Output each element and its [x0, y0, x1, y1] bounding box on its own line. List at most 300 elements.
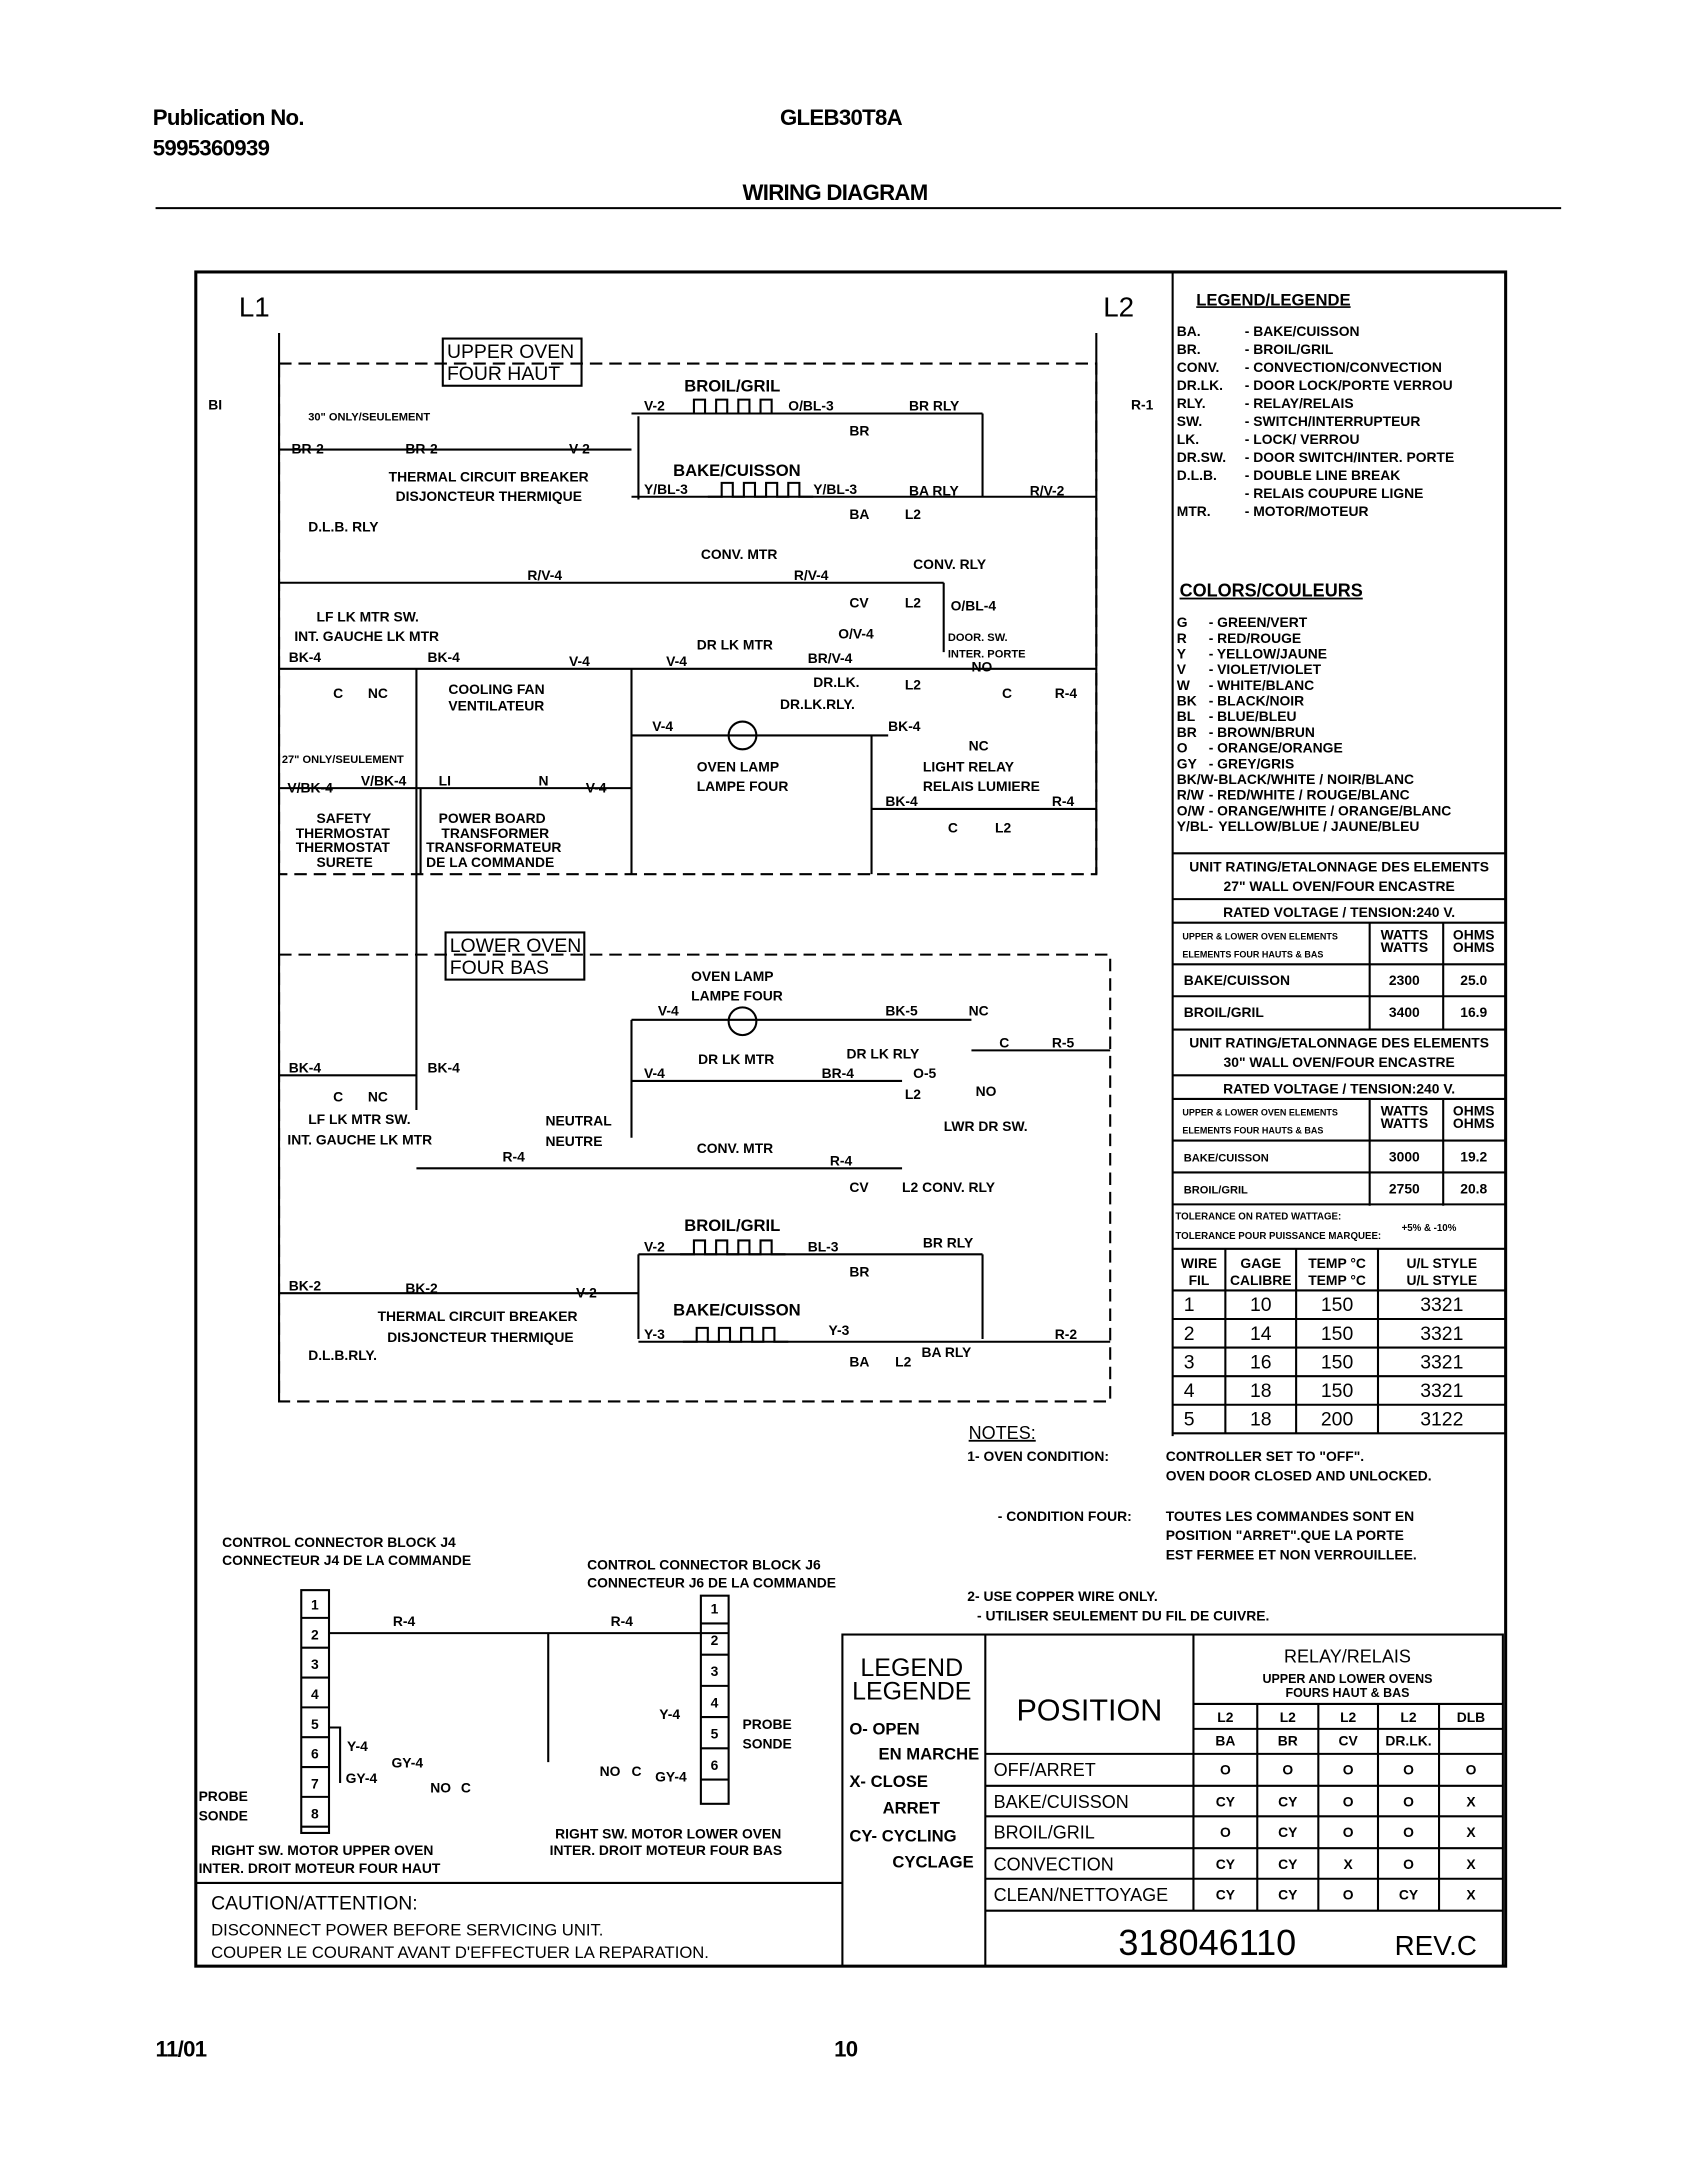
r1-label: R-1	[1131, 396, 1154, 413]
power-board-label-fr: DE LA COMMANDE	[426, 854, 555, 871]
oven-lamp-label: OVEN LAMP	[696, 758, 780, 775]
wire-label: R-4	[1051, 793, 1075, 810]
relay-legend-item: X- CLOSE	[849, 1772, 928, 1792]
l1-label: L1	[238, 291, 270, 323]
wire-table-cell: 3	[1183, 1351, 1195, 1374]
wire-table-cell: 3321	[1420, 1322, 1464, 1345]
wire-table-header: U/L STYLE	[1406, 1255, 1478, 1272]
thermal-breaker-label: THERMAL CIRCUIT BREAKER	[388, 468, 589, 485]
model-number: GLEB30T8A	[779, 104, 902, 130]
ohms-header-fr: OHMS	[1452, 938, 1495, 955]
wire-table-cell: 10	[1249, 1294, 1272, 1317]
lower-door-switch-label: LWR DR SW.	[943, 1117, 1028, 1134]
contact-no: NO	[599, 1763, 621, 1780]
relay-legend-item: ARRET	[882, 1798, 940, 1818]
elements-header: UPPER & LOWER OVEN ELEMENTS	[1182, 931, 1338, 942]
relay-column-sub: BA	[1215, 1732, 1236, 1749]
relay-state: CY	[1215, 1886, 1235, 1903]
j4-pin: 4	[310, 1686, 319, 1703]
j4-pin: 5	[310, 1715, 319, 1732]
relay-column-header: L2	[1279, 1708, 1296, 1725]
wire-label: Y-3	[643, 1325, 665, 1342]
legend-title: LEGEND	[860, 1654, 964, 1683]
conv-motor-label: CONV. MTR	[696, 1140, 774, 1157]
wire-label: Y-3	[828, 1321, 850, 1338]
color-code: V	[1176, 661, 1187, 678]
note-text: OVEN DOOR CLOSED AND UNLOCKED.	[1165, 1467, 1432, 1484]
right-switch-lower-label-fr: INTER. DROIT MOTEUR FOUR BAS	[549, 1842, 783, 1859]
wire-label: GY-4	[655, 1768, 687, 1785]
door-lock-motor-label: DR LK MTR	[698, 1051, 775, 1068]
wire-label: R-2	[1054, 1325, 1078, 1342]
color-name: - GREEN/VERT	[1208, 614, 1308, 631]
wire-label: GY-4	[391, 1754, 424, 1771]
color-name: BLACK/WHITE / NOIR/BLANC	[1218, 770, 1414, 787]
relay-column-sub: BR	[1277, 1732, 1298, 1749]
bake-element	[708, 483, 813, 497]
element-watts: 3000	[1388, 1148, 1420, 1165]
caution-title: CAUTION/ATTENTION:	[211, 1892, 418, 1915]
rated-voltage: RATED VOLTAGE / TENSION:240 V.	[1223, 1080, 1456, 1097]
revision: REV.C	[1394, 1930, 1477, 1962]
probe-label: PROBE	[742, 1715, 792, 1732]
j4-pin: 3	[310, 1656, 319, 1673]
contact-no: NO	[975, 1083, 997, 1100]
legend-meaning: - CONVECTION/CONVECTION	[1244, 358, 1442, 375]
legend-meaning: - DOOR LOCK/PORTE VERROU	[1244, 376, 1453, 393]
relay-column-header: L2	[1400, 1708, 1417, 1725]
legend-abbr: MTR.	[1176, 503, 1211, 520]
color-name: - RED/WHITE / ROUGE/BLANC	[1208, 786, 1410, 803]
wire-label: V-2	[643, 1238, 665, 1255]
color-code: W	[1176, 676, 1190, 693]
upper-oven-label: UPPER OVEN	[446, 340, 575, 363]
color-code: BK	[1176, 692, 1197, 709]
wire-table-cell: 2	[1183, 1322, 1195, 1345]
relay-legend-item: EN MARCHE	[878, 1744, 980, 1764]
wire-label: R/V-4	[793, 566, 829, 583]
rating-title: UNIT RATING/ETALONNAGE DES ELEMENTS	[1189, 858, 1490, 875]
wire-table-header: WIRE	[1180, 1255, 1218, 1272]
cooling-fan-label-fr: VENTILATEUR	[448, 697, 545, 714]
color-code: O	[1176, 739, 1188, 756]
lower-oven-label: LOWER OVEN	[449, 934, 582, 957]
relay-state: O	[1403, 1793, 1414, 1810]
l2-small: L2	[904, 505, 922, 522]
bake-element-label: BAKE/CUISSON	[673, 1300, 801, 1320]
wire-table-cell: 150	[1320, 1379, 1354, 1402]
wire-table-cell: 16	[1249, 1351, 1272, 1374]
wire-table-cell: 18	[1249, 1379, 1272, 1402]
rated-voltage: RATED VOLTAGE / TENSION:240 V.	[1223, 904, 1456, 921]
relay-subtitle-fr: FOURS HAUT & BAS	[1285, 1685, 1410, 1700]
legend-title-fr: LEGENDE	[852, 1677, 972, 1706]
light-relay-label: LIGHT RELAY	[922, 758, 1015, 775]
relay-state: CY	[1278, 1793, 1298, 1810]
note-text: CONTROLLER SET TO "OFF".	[1165, 1448, 1365, 1465]
elements-header-fr: ELEMENTS FOUR HAUTS & BAS	[1182, 1125, 1324, 1136]
legend-meaning: - RELAIS COUPURE LIGNE	[1244, 485, 1424, 502]
wire-label: V-4	[569, 653, 590, 670]
wire-table-cell: 150	[1320, 1322, 1354, 1345]
relay-state: O	[1403, 1856, 1414, 1873]
relay-state: CY	[1215, 1856, 1235, 1873]
note-label: - UTILISER SEULEMENT DU FIL DE CUIVRE.	[976, 1607, 1270, 1624]
caution-box	[196, 1883, 843, 1962]
colors-title: COLORS/COULEURS	[1179, 580, 1363, 601]
contact-c: C	[333, 684, 344, 701]
unit-rating-tables	[1173, 853, 1506, 1205]
wire-label: BL-3	[807, 1238, 839, 1255]
oven-lamp-label-fr: LAMPE FOUR	[691, 987, 783, 1004]
rating-subtitle: 30" WALL OVEN/FOUR ENCASTRE	[1223, 1054, 1455, 1071]
probe-label-fr: SONDE	[198, 1807, 248, 1824]
notes-title: NOTES:	[968, 1422, 1036, 1443]
safety-thermostat-label: SAFETY	[316, 809, 372, 826]
power-board-label-fr: TRANSFORMATEUR	[426, 838, 562, 855]
probe-label-fr: SONDE	[742, 1735, 792, 1752]
wire-label: V-4	[666, 653, 687, 670]
oven-lamp-label: OVEN LAMP	[691, 967, 774, 984]
j6-pin: 5	[710, 1725, 719, 1742]
wire-label: Y-4	[347, 1738, 368, 1755]
color-code: BL	[1176, 708, 1196, 725]
wire-table-header-fr: TEMP °C	[1308, 1271, 1366, 1288]
broil-element	[680, 1240, 785, 1254]
element-ohms: 25.0	[1460, 972, 1488, 989]
relay-position: BAKE/CUISSON	[993, 1791, 1129, 1812]
wire-label: BK-4	[888, 718, 921, 735]
wire-label: R/V-4	[527, 566, 563, 583]
relay-state: X	[1466, 1793, 1476, 1810]
page-number: 10	[834, 2036, 858, 2062]
broil-element-label: BROIL/GRIL	[684, 1215, 781, 1235]
safety-thermostat-label-fr: SURETE	[316, 854, 373, 871]
relay-state: O	[1219, 1761, 1231, 1778]
relay-column-header: L2	[1340, 1708, 1357, 1725]
j4-pin: 6	[310, 1745, 319, 1762]
wire-table-cell: 14	[1249, 1322, 1272, 1345]
wire-label: BK-4	[288, 648, 322, 665]
j6-label: CONTROL CONNECTOR BLOCK J6	[587, 1556, 821, 1573]
contact-c: C	[947, 819, 958, 836]
publication-number: 5995360939	[152, 135, 270, 161]
element-name: BAKE/CUISSON	[1183, 972, 1291, 989]
color-name: - GREY/GRIS	[1208, 755, 1295, 772]
wire-label: BK-4	[885, 793, 918, 810]
color-code: R	[1176, 629, 1187, 646]
oven-lamp-icon	[729, 1007, 757, 1035]
relay-position: CLEAN/NETTOYAGE	[993, 1884, 1169, 1905]
relay-legend-item: CYCLAGE	[892, 1852, 974, 1872]
wire-label: BR-4	[821, 1065, 854, 1082]
contact-nc: NC	[367, 1088, 388, 1105]
wire-label: BK-4	[427, 648, 460, 665]
j6-pin: 6	[710, 1756, 719, 1773]
color-code: Y/BL-	[1176, 818, 1213, 835]
wire-label: BK-5	[885, 1002, 918, 1019]
wire-table	[1173, 1249, 1506, 1434]
br-label: BR	[849, 422, 870, 439]
wire-label: R-4	[1054, 684, 1078, 701]
watts-header: WATTS	[1380, 926, 1429, 943]
relay-column-header: DLB	[1456, 1708, 1486, 1725]
relay-state: X	[1466, 1886, 1476, 1903]
wire-label: R-4	[829, 1152, 853, 1169]
relay-state: O	[1282, 1761, 1294, 1778]
ohms-header: OHMS	[1452, 926, 1495, 943]
relay-position: CONVECTION	[993, 1854, 1114, 1875]
legend-abbr: BR.	[1176, 340, 1201, 357]
legend-abbr: LK.	[1176, 431, 1200, 448]
relay-column-header: L2	[1217, 1708, 1234, 1725]
broil-element-label: BROIL/GRIL	[684, 376, 781, 396]
wire-table-cell: 200	[1320, 1408, 1354, 1431]
note-label: - CONDITION FOUR:	[997, 1507, 1132, 1524]
legend-abbr: D.L.B.	[1176, 467, 1217, 484]
color-code: BR	[1176, 723, 1197, 740]
wire-label: V-4	[657, 1002, 679, 1019]
legend-meaning: - DOOR SWITCH/INTER. PORTE	[1244, 449, 1455, 466]
safety-thermostat-label-fr: THERMOSTAT	[295, 838, 390, 855]
color-name: - BROWN/BRUN	[1208, 723, 1315, 740]
legend-meaning: - MOTOR/MOTEUR	[1244, 503, 1369, 520]
part-number: 318046110	[1118, 1922, 1297, 1964]
relay-state: CY	[1278, 1824, 1298, 1841]
cooling-fan-label: COOLING FAN	[448, 680, 545, 697]
safety-thermostat-label: THERMOSTAT	[295, 825, 390, 842]
j4-pin: 2	[310, 1626, 319, 1643]
lf-lock-motor-switch-label-fr: INT. GAUCHE LK MTR	[294, 628, 440, 645]
j6-label-fr: CONNECTEUR J6 DE LA COMMANDE	[587, 1574, 837, 1591]
only30-note: 30" ONLY/SEULEMENT	[308, 411, 431, 424]
relay-state: CY	[1278, 1856, 1298, 1873]
upper-oven-label-fr: FOUR HAUT	[446, 363, 561, 386]
wire-label: V-2	[643, 397, 665, 414]
wire-label: O/V-4	[838, 625, 874, 642]
neutral-label-fr: NEUTRE	[545, 1133, 603, 1150]
li-label: LI	[438, 772, 451, 789]
wire-label: R-4	[502, 1148, 525, 1165]
legend-abbr: BA.	[1176, 322, 1201, 339]
j4-label: CONTROL CONNECTOR BLOCK J4	[222, 1534, 456, 1551]
door-lock-relay-label: DR LK RLY	[846, 1045, 920, 1062]
wire-table-cell: 3122	[1420, 1408, 1464, 1431]
broil-relay-label: BR RLY	[922, 1234, 974, 1251]
j4-label-fr: CONNECTEUR J4 DE LA COMMANDE	[222, 1552, 472, 1569]
wire-table-header-fr: CALIBRE	[1229, 1271, 1292, 1288]
l2-small: L2	[995, 819, 1012, 836]
color-name: - ORANGE/WHITE / ORANGE/BLANC	[1208, 802, 1452, 819]
schematic	[208, 291, 1153, 1401]
j4-pin: 8	[310, 1805, 319, 1822]
watts-header: WATTS	[1380, 1102, 1429, 1119]
color-code: GY	[1176, 755, 1197, 772]
wire-table-header: TEMP °C	[1308, 1255, 1366, 1272]
relay-state: CY	[1278, 1886, 1298, 1903]
relay-position: BROIL/GRIL	[993, 1822, 1095, 1843]
color-name: - RED/ROUGE	[1208, 629, 1302, 646]
door-lock-motor-label: DR LK MTR	[696, 636, 773, 653]
color-code: O/W	[1176, 802, 1205, 819]
contact-c: C	[460, 1779, 471, 1796]
wire-table-header-fr: U/L STYLE	[1406, 1271, 1478, 1288]
wire-label: BK-2	[288, 1277, 322, 1294]
color-code: G	[1176, 614, 1188, 631]
legend-abbr: SW.	[1176, 412, 1203, 429]
wire-label: V/BK-4	[360, 772, 407, 789]
color-name: YELLOW/BLUE / JAUNE/BLEU	[1218, 818, 1420, 835]
wire-table-cell: 150	[1320, 1351, 1354, 1374]
l2-label: L2	[1103, 291, 1135, 323]
relay-position-table	[842, 1635, 1502, 1967]
wire-label: R/V-2	[1029, 482, 1065, 499]
legend-abbr: DR.SW.	[1176, 449, 1227, 466]
neutral-label: NEUTRAL	[545, 1112, 612, 1129]
color-name: - VIOLET/VIOLET	[1208, 661, 1322, 678]
wire-table-cell: 3321	[1420, 1351, 1464, 1374]
right-switch-upper-label: RIGHT SW. MOTOR UPPER OVEN	[211, 1842, 434, 1859]
wire-table-cell: 3321	[1420, 1379, 1464, 1402]
conv-relay-label: CONV. RLY	[913, 555, 987, 572]
footer-date: 11/01	[155, 2036, 207, 2062]
light-relay-label-fr: RELAIS LUMIERE	[922, 777, 1040, 794]
contact-c: C	[333, 1088, 344, 1105]
relay-state: O	[1403, 1824, 1414, 1841]
conv-relay-label: L2 CONV. RLY	[902, 1178, 996, 1195]
br-label: BR	[849, 1263, 870, 1280]
legend-meaning: - BROIL/GRIL	[1244, 340, 1334, 357]
legend-abbr: RLY.	[1176, 394, 1206, 411]
legend-abbr: CONV.	[1176, 358, 1220, 375]
relay-subtitle: UPPER AND LOWER OVENS	[1262, 1672, 1433, 1687]
rating-title: UNIT RATING/ETALONNAGE DES ELEMENTS	[1189, 1034, 1490, 1051]
broil-element	[680, 400, 785, 414]
contact-c: C	[631, 1763, 642, 1780]
wire-label: O/BL-4	[950, 597, 997, 614]
position-header: POSITION	[1016, 1693, 1163, 1728]
wire-label: V-4	[652, 718, 674, 735]
lf-lock-motor-switch-label: LF LK MTR SW.	[308, 1110, 411, 1127]
legend-meaning: - SWITCH/INTERRUPTEUR	[1244, 412, 1421, 429]
wire-label: V-2	[575, 1284, 597, 1301]
right-switch-upper-label-fr: INTER. DROIT MOTEUR FOUR HAUT	[198, 1860, 441, 1877]
color-name: - BLACK/NOIR	[1208, 692, 1305, 709]
contact-nc: NC	[968, 737, 989, 754]
caution-line: DISCONNECT POWER BEFORE SERVICING UNIT.	[211, 1920, 604, 1940]
legend-meaning: - DOUBLE LINE BREAK	[1244, 467, 1401, 484]
contact-c: C	[1001, 684, 1012, 701]
legend-meaning: - RELAY/RELAIS	[1244, 394, 1354, 411]
ohms-header: OHMS	[1452, 1102, 1495, 1119]
door-lock-relay-label: DR.LK.RLY.	[779, 696, 855, 713]
note-text: TOUTES LES COMMANDES SONT EN	[1165, 1507, 1415, 1524]
element-ohms: 16.9	[1460, 1004, 1488, 1021]
dlb-relay-label: D.L.B. RLY	[308, 518, 379, 535]
wire-label: GY-4	[345, 1769, 378, 1786]
legend-abbr: DR.LK.	[1176, 376, 1224, 393]
wire-label: R-4	[610, 1613, 634, 1630]
relay-column-sub: DR.LK.	[1385, 1732, 1432, 1749]
color-name: - BLUE/BLEU	[1208, 708, 1297, 725]
lf-lock-motor-switch-label: LF LK MTR SW.	[316, 608, 419, 625]
thermal-breaker-label-fr: DISJONCTEUR THERMIQUE	[395, 487, 582, 504]
wire-label: BR-2	[405, 440, 438, 457]
tolerance-value: +5% & -10%	[1401, 1222, 1457, 1234]
contact-no: NO	[971, 658, 993, 675]
relay-state: O	[1342, 1793, 1354, 1810]
watts-header-fr: WATTS	[1380, 938, 1429, 955]
notes	[967, 1423, 1431, 1624]
relay-state: O	[1403, 1761, 1414, 1778]
page-title: WIRING DIAGRAM	[742, 179, 928, 205]
legend-panel	[1177, 290, 1454, 834]
bake-relay-label: BA RLY	[921, 1344, 972, 1361]
elements-header: UPPER & LOWER OVEN ELEMENTS	[1182, 1107, 1338, 1118]
relay-legend-item: O- OPEN	[849, 1719, 920, 1739]
conv-motor-label: CONV. MTR	[700, 546, 778, 563]
door-lock-label: DR.LK.	[813, 673, 860, 690]
wire-label: Y/BL-3	[813, 480, 858, 497]
dlb-relay-label: D.L.B.RLY.	[308, 1346, 377, 1363]
relay-state: CY	[1398, 1886, 1419, 1903]
elements-header-fr: ELEMENTS FOUR HAUTS & BAS	[1182, 949, 1324, 960]
element-ohms: 19.2	[1460, 1148, 1488, 1165]
color-code: BK/W-	[1176, 770, 1219, 787]
contact-nc: NC	[968, 1002, 989, 1019]
bake-element	[683, 1328, 788, 1342]
j6-pin: 1	[710, 1600, 719, 1617]
note-text: POSITION "ARRET".QUE LA PORTE	[1165, 1527, 1404, 1544]
power-board-label: POWER BOARD	[438, 809, 546, 826]
wire-label: V-2	[569, 440, 590, 457]
bi-label: BI	[208, 396, 223, 413]
wire-label: V-4	[643, 1065, 665, 1082]
thermal-breaker-label: THERMAL CIRCUIT BREAKER	[377, 1307, 578, 1324]
probe-label: PROBE	[198, 1788, 248, 1805]
relay-legend-item: CY- CYCLING	[849, 1826, 957, 1846]
wire-label: BK-4	[288, 1059, 322, 1076]
tolerance-label: TOLERANCE ON RATED WATTAGE:	[1175, 1211, 1342, 1223]
color-code: R/W	[1176, 786, 1204, 803]
l2-small: L2	[904, 1085, 922, 1102]
wire-label: BR-2	[291, 440, 324, 457]
relay-state: O	[1342, 1886, 1354, 1903]
ba-label: BA	[849, 1353, 870, 1370]
relay-position: OFF/ARRET	[993, 1760, 1096, 1781]
publication-label: Publication No.	[152, 104, 304, 130]
oven-lamp-label-fr: LAMPE FOUR	[696, 777, 789, 794]
relay-state: O	[1342, 1761, 1354, 1778]
j6-pin: 3	[710, 1663, 719, 1680]
connector-blocks	[199, 1534, 836, 1876]
relay-state: X	[1343, 1856, 1353, 1873]
wire-label: BK-4	[427, 1059, 460, 1076]
bake-element-label: BAKE/CUISSON	[673, 460, 801, 480]
wire-table-cell: 150	[1320, 1294, 1354, 1317]
tolerance-label-fr: TOLERANCE POUR PUISSANCE MARQUEE:	[1175, 1231, 1382, 1243]
only27-note: 27" ONLY/SEULEMENT	[281, 754, 404, 767]
wire-label: Y/BL-3	[643, 480, 688, 497]
relay-title: RELAY/RELAIS	[1284, 1646, 1411, 1667]
caution-line-fr: COUPER LE COURANT AVANT D'EFFECTUER LA REPARATION.	[211, 1942, 709, 1962]
legend-title: LEGEND/LEGENDE	[1196, 290, 1351, 310]
relay-state: CY	[1215, 1793, 1235, 1810]
bake-relay-label: BA RLY	[909, 482, 959, 499]
rating-subtitle: 27" WALL OVEN/FOUR ENCASTRE	[1223, 877, 1455, 894]
broil-relay-label: BR RLY	[909, 397, 960, 414]
element-watts: 2750	[1388, 1180, 1420, 1197]
